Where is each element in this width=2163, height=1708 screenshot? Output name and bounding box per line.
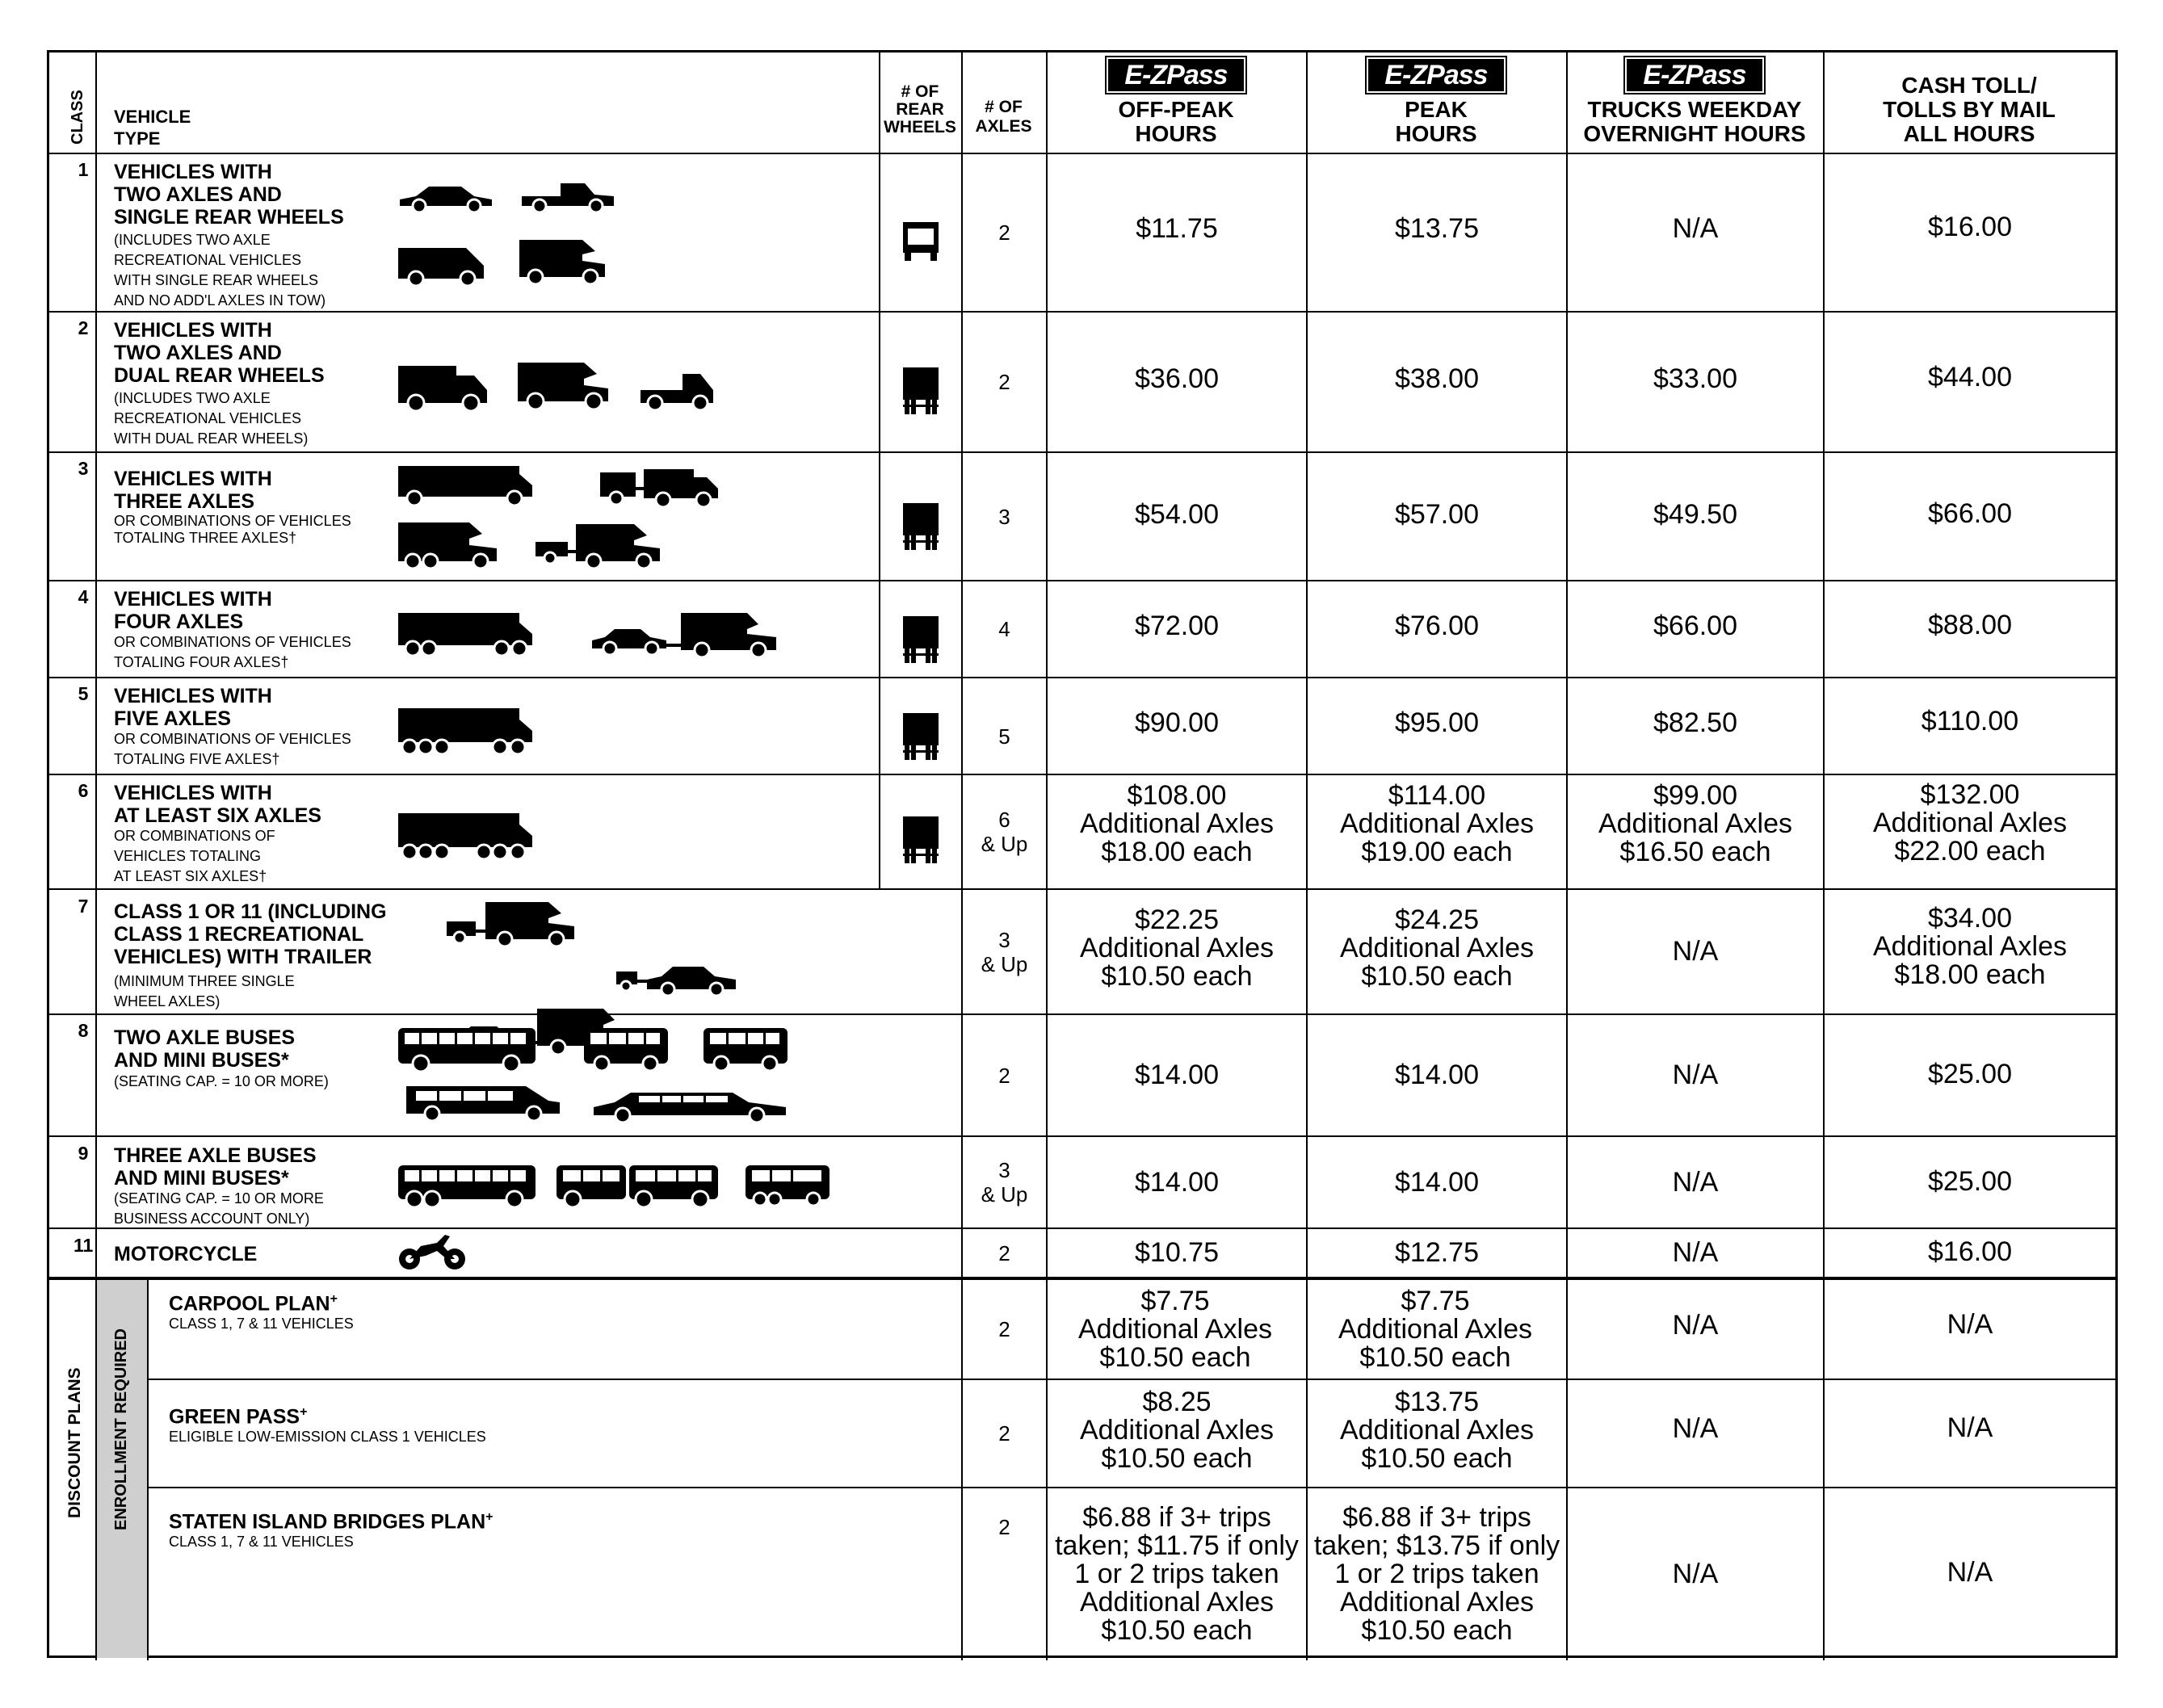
peak-toll: $114.00 Additional Axles $19.00 each [1339, 779, 1535, 867]
three-axle-mini-bus-icon [744, 1162, 833, 1212]
cash-toll: $25.00 [1928, 1058, 2012, 1089]
vehicle-type: MOTORCYCLE [114, 1243, 258, 1265]
trucks-overnight-toll: N/A [1672, 1412, 1719, 1444]
vehicle-type: VEHICLES WITH TWO AXLES AND SINGLE REAR WHEELS [114, 161, 344, 229]
peak-toll: $24.25 Additional Axles $10.50 each [1339, 904, 1535, 992]
vehicle-type: VEHICLES WITH AT LEAST SIX AXLES [114, 782, 321, 827]
off-peak-toll: $108.00 Additional Axles $18.00 each [1079, 779, 1275, 867]
ezpass-logo: E-ZPass [1625, 57, 1763, 93]
three-axle-bus-icon [397, 1162, 539, 1212]
class-number: 3 [78, 458, 89, 479]
vehicle-type: TWO AXLE BUSES AND MINI BUSES* [114, 1026, 296, 1072]
off-peak-toll: $22.25 Additional Axles $10.50 each [1079, 904, 1275, 992]
rear-wheels-header: # OF REAR WHEELS [884, 82, 956, 136]
cash-toll: $16.00 [1928, 211, 2012, 242]
mini-bus-icon [582, 1025, 671, 1075]
off-peak-toll: $6.88 if 3+ trips taken; $11.75 if only 1 or 2 trips taken Additional Axles $10.50 each [1055, 1501, 1299, 1646]
trucks-overnight-toll: N/A [1672, 1558, 1719, 1589]
class-number: 9 [78, 1143, 89, 1164]
vehicle-type-header: VEHICLE TYPE [114, 107, 191, 149]
peak-toll: $6.88 if 3+ trips taken; $13.75 if only 1 or 2 trips taken Additional Axles $10.50 each [1313, 1501, 1560, 1646]
off-peak-toll: $8.25 Additional Axles $10.50 each [1079, 1386, 1275, 1474]
tractor-trailer-icon [397, 810, 536, 863]
vehicle-type: CLASS 1 OR 11 (INCLUDING CLASS 1 RECREATIONAL VEHICLES) WITH TRAILER [114, 900, 387, 968]
single-rear-wheel-icon [901, 219, 940, 262]
cash-toll: N/A [1947, 1308, 1993, 1340]
axles-cell: 2 [998, 1063, 1010, 1088]
off-peak-toll: $72.00 [1135, 610, 1219, 641]
cash-toll: $66.00 [1928, 497, 2012, 529]
toll-schedule-table [47, 50, 2118, 1658]
axles-cell: 4 [998, 617, 1010, 641]
vehicle-note: OR COMBINATIONS OF VEHICLES TOTALING FOUR AXLES† [114, 634, 351, 670]
axles-cell: 5 [998, 724, 1010, 749]
truck-with-trailer-icon [598, 466, 721, 510]
off-peak-toll: $36.00 [1135, 363, 1219, 394]
class-number: 7 [78, 896, 89, 917]
axles-cell: 3 & Up [981, 927, 1028, 976]
off-peak-toll: $7.75 Additional Axles $10.50 each [1077, 1285, 1273, 1373]
peak-toll: $12.75 [1395, 1237, 1479, 1268]
camper-truck-icon [518, 237, 608, 287]
plan-name: STATEN ISLAND BRIDGES PLAN+ [169, 1510, 494, 1534]
tractor-trailer-icon [397, 610, 536, 660]
dual-rear-wheel-icon [901, 613, 940, 666]
trucks-overnight-toll: $33.00 [1653, 363, 1737, 394]
off-peak-toll: $54.00 [1135, 498, 1219, 530]
trucks-overnight-header: E-ZPass TRUCKS WEEKDAY OVERNIGHT HOURS [1566, 52, 1823, 146]
dual-rear-wheel-icon [901, 364, 940, 418]
vehicle-note: (MINIMUM THREE SINGLE WHEEL AXLES) [114, 973, 295, 1009]
vehicle-type: THREE AXLE BUSES AND MINI BUSES* [114, 1144, 317, 1190]
axles-cell: 2 [998, 370, 1010, 394]
pickup-truck-icon [520, 178, 615, 214]
trucks-overnight-toll: $99.00 Additional Axles $16.50 each [1598, 779, 1793, 867]
mini-bus-icon [702, 1025, 791, 1075]
class-number: 1 [78, 159, 89, 180]
off-peak-toll: $10.75 [1135, 1237, 1219, 1268]
peak-toll: $14.00 [1395, 1166, 1479, 1198]
vehicle-type: VEHICLES WITH FOUR AXLES [114, 588, 272, 633]
cash-toll: $110.00 [1921, 705, 2019, 736]
cash-toll: $44.00 [1928, 361, 2012, 392]
trucks-overnight-toll: N/A [1672, 1060, 1719, 1090]
vehicle-note: OR COMBINATIONS OF VEHICLES TOTALING AT LEAST SIX AXLES† [114, 828, 275, 884]
ezpass-logo: E-ZPass [1367, 57, 1505, 93]
passenger-van-icon [405, 1080, 563, 1125]
peak-header: E-ZPass PEAK HOURS [1306, 52, 1566, 146]
limousine-icon [590, 1086, 789, 1125]
trucks-overnight-toll: N/A [1672, 212, 1719, 244]
axles-cell: 2 [998, 220, 1010, 245]
tractor-trailer-icon [397, 705, 536, 758]
dual-rear-wheel-icon [901, 710, 940, 763]
axles-cell: 2 [998, 1317, 1010, 1341]
trucks-overnight-toll: N/A [1672, 1237, 1719, 1268]
class-number: 8 [78, 1020, 89, 1041]
bus-icon [397, 1025, 539, 1075]
class-header: CLASS [69, 90, 86, 145]
vehicle-type: VEHICLES WITH TWO AXLES AND DUAL REAR WHEELS [114, 319, 325, 387]
peak-toll: $38.00 [1395, 363, 1479, 394]
axles-cell: 2 [998, 1421, 1010, 1446]
peak-toll: $57.00 [1395, 498, 1479, 530]
axles-cell: 6 & Up [981, 808, 1028, 856]
peak-toll: $13.75 Additional Axles $10.50 each [1339, 1386, 1535, 1474]
off-peak-toll: $11.75 [1136, 212, 1218, 244]
axles-cell: 3 & Up [981, 1158, 1028, 1207]
cash-toll: $25.00 [1928, 1165, 2012, 1197]
camper-with-trailer-icon [445, 899, 578, 951]
trucks-overnight-toll: N/A [1672, 935, 1719, 967]
vehicle-type: VEHICLES WITH THREE AXLES [114, 468, 272, 513]
peak-toll: $7.75 Additional Axles $10.50 each [1338, 1285, 1533, 1373]
vehicle-note: (INCLUDES TWO AXLE RECREATIONAL VEHICLES WITH SINGLE REAR WHEELS AND NO ADD'L AXLES IN TOW) [114, 232, 326, 308]
small-flatbed-truck-icon [639, 369, 716, 414]
class-number: 6 [78, 780, 89, 801]
trucks-overnight-toll: $66.00 [1653, 610, 1737, 641]
box-truck-icon [397, 363, 490, 414]
class-number: 5 [78, 683, 89, 704]
axles-header: # OF AXLES [975, 98, 1032, 136]
plan-description: CLASS 1, 7 & 11 VEHICLES [169, 1534, 354, 1550]
cash-toll-header: CASH TOLL/ TOLLS BY MAIL ALL HOURS [1883, 73, 2056, 146]
van-icon [397, 243, 489, 287]
cash-toll: $34.00 Additional Axles $18.00 each [1872, 902, 2068, 990]
cash-toll: $132.00 Additional Axles $22.00 each [1872, 778, 2068, 867]
off-peak-toll: $90.00 [1135, 707, 1219, 738]
dual-rear-wheel-icon [901, 813, 940, 867]
vehicle-note: OR COMBINATIONS OF VEHICLES TOTALING THREE AXLES† [114, 513, 351, 546]
vehicle-type: VEHICLES WITH FIVE AXLES [114, 685, 272, 730]
peak-toll: $95.00 [1395, 707, 1479, 738]
trucks-overnight-toll: N/A [1672, 1166, 1719, 1198]
class-number: 4 [78, 586, 89, 607]
plan-name: GREEN PASS+ [169, 1405, 308, 1429]
ezpass-logo: E-ZPass [1107, 57, 1245, 93]
trucks-overnight-toll: N/A [1672, 1309, 1719, 1341]
peak-toll: $13.75 [1395, 212, 1479, 244]
vehicle-note: (INCLUDES TWO AXLE RECREATIONAL VEHICLES WITH DUAL REAR WHEELS) [114, 390, 309, 447]
vehicle-note: (SEATING CAP. = 10 OR MORE) [114, 1073, 329, 1089]
off-peak-toll: $14.00 [1135, 1166, 1219, 1198]
vehicle-note: (SEATING CAP. = 10 OR MORE BUSINESS ACCOUNT ONLY) [114, 1190, 324, 1227]
cash-toll: N/A [1947, 1412, 1993, 1443]
class-number: 11 [74, 1235, 94, 1256]
car-with-trailer-icon [615, 962, 739, 997]
axles-cell: 2 [998, 1240, 1010, 1265]
camper-truck-icon [516, 359, 611, 413]
cash-toll: N/A [1947, 1556, 1993, 1588]
discount-plans-label: DISCOUNT PLANS [65, 1367, 84, 1518]
class-number: 2 [78, 317, 89, 338]
trucks-overnight-toll: $49.50 [1653, 498, 1737, 530]
plan-description: CLASS 1, 7 & 11 VEHICLES [169, 1316, 354, 1332]
enrollment-required-label: ENROLLMENT REQUIRED [112, 1328, 130, 1530]
plan-name: CARPOOL PLAN+ [169, 1292, 338, 1316]
motorhome-icon [397, 519, 502, 573]
camper-with-trailer-icon [534, 521, 663, 573]
off-peak-header: E-ZPass OFF-PEAK HOURS [1046, 52, 1306, 146]
vehicle-note: OR COMBINATIONS OF VEHICLES TOTALING FIVE AXLES† [114, 731, 351, 767]
cash-toll: $16.00 [1928, 1236, 2012, 1267]
tractor-trailer-icon [397, 463, 536, 508]
cash-toll: $88.00 [1928, 609, 2012, 640]
car-towing-camper-icon [589, 610, 779, 661]
dual-rear-wheel-icon [901, 500, 940, 553]
articulated-bus-icon [555, 1162, 721, 1212]
axles-cell: 2 [998, 1515, 1010, 1539]
off-peak-toll: $14.00 [1135, 1060, 1219, 1090]
plan-description: ELIGIBLE LOW-EMISSION CLASS 1 VEHICLES [169, 1429, 486, 1445]
sedan-icon [397, 180, 495, 212]
peak-toll: $76.00 [1395, 610, 1479, 641]
motorcycle-icon [397, 1232, 469, 1272]
axles-cell: 3 [998, 504, 1010, 529]
peak-toll: $14.00 [1395, 1060, 1479, 1090]
trucks-overnight-toll: $82.50 [1653, 707, 1737, 738]
